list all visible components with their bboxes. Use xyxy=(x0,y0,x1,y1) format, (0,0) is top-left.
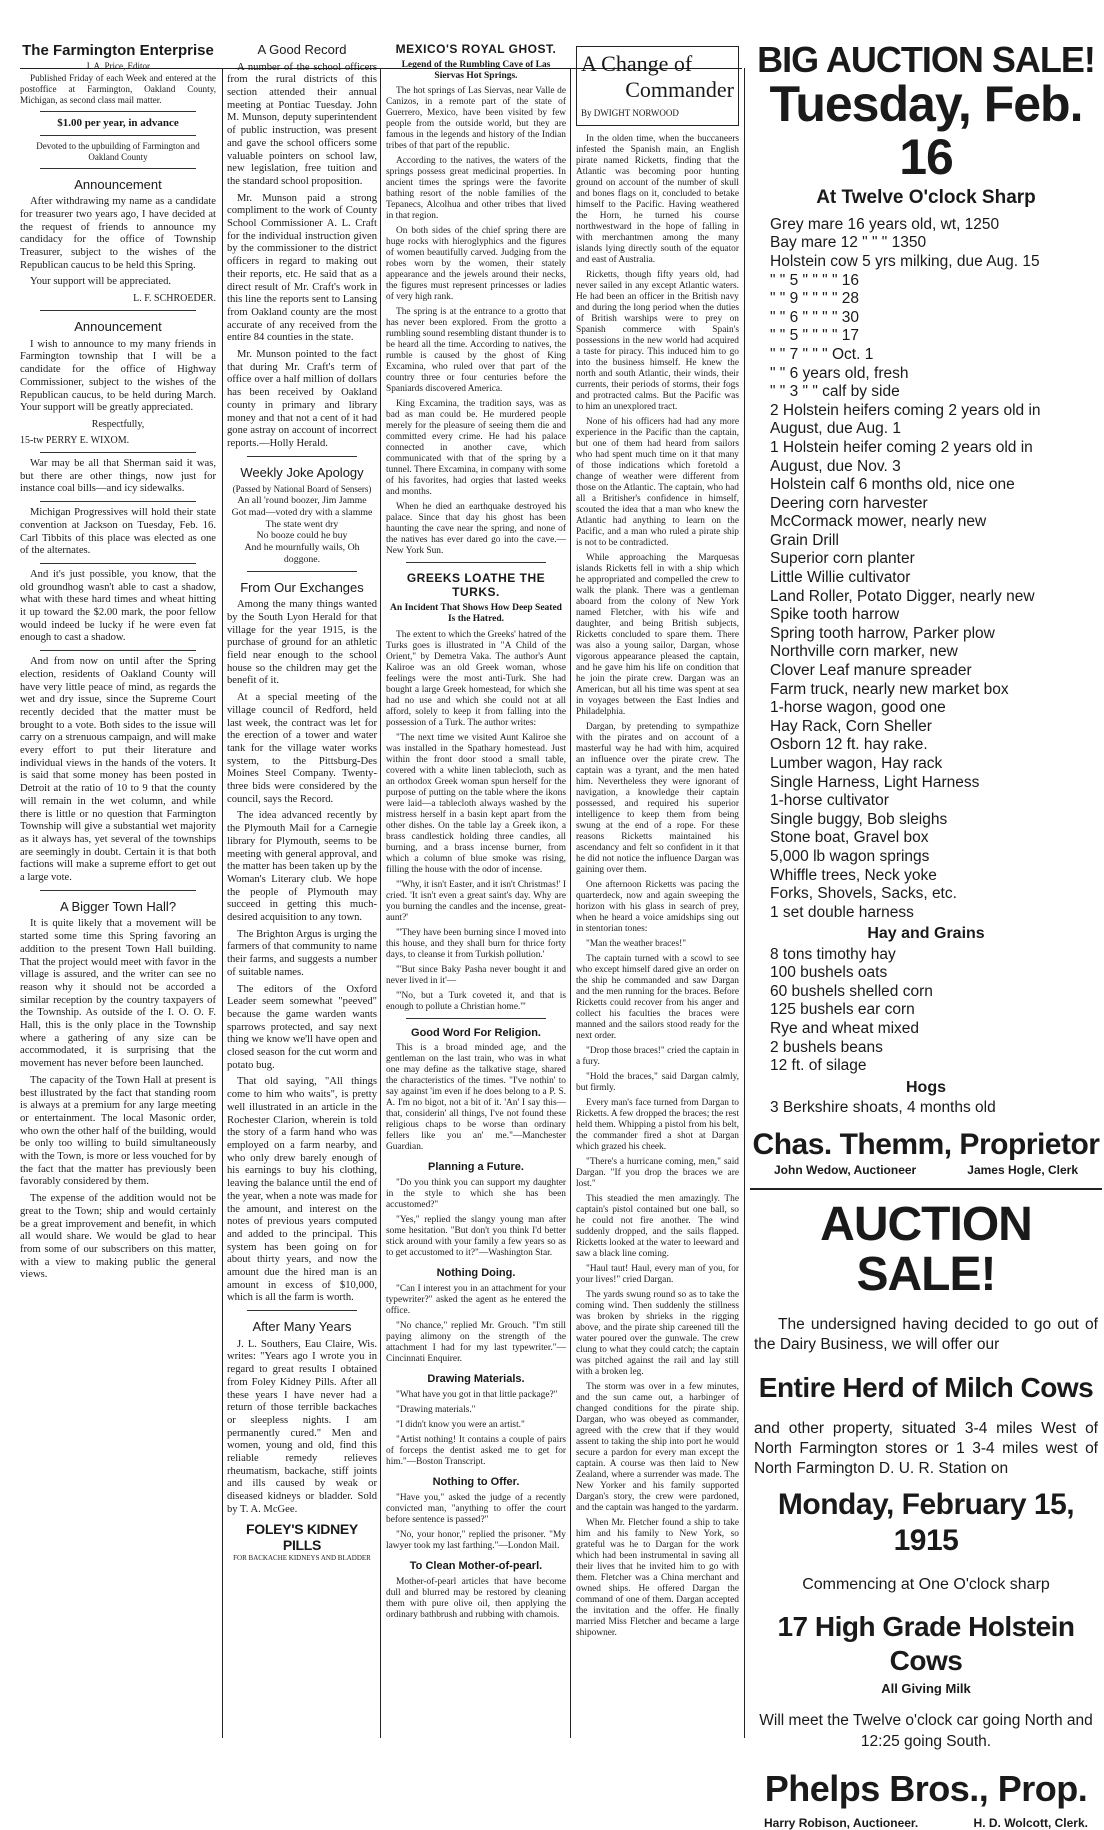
article-paragraph: The idea advanced recently by the Plymouth Mail for a Carnegie library for Plymouth, seems to be meeting with general approval, and the matter has been taken up by the Woman's Literary club. We hope the people of Plymouth may succeed in getting this much-desired acquisition to any town. xyxy=(227,810,377,924)
list-item: " " 5 " " " " 17 xyxy=(770,327,860,345)
story-paragraph: "Man the weather braces!" xyxy=(586,938,687,949)
article-paragraph: The spring is at the entrance to a grotto that has never been explored. From the grotto a rumbling sound resembling distant thunder is to be heard all the time. According to natives, the rumble is caused by the ghost of King Excamina, who ruled over that part of the country three or four centuries before the Spaniards discovered America. xyxy=(386,307,566,395)
closing: Respectfully, xyxy=(91,419,145,430)
article-heading: Announcement xyxy=(74,176,162,192)
article-paragraph: "Drawing materials." xyxy=(396,1404,476,1415)
ad-divider xyxy=(750,1188,1102,1190)
hay-grains-list xyxy=(750,946,1102,1076)
column-4 xyxy=(576,40,739,1705)
list-item: Little Willie cultivator xyxy=(770,569,911,587)
list-item: 5,000 lb wagon springs xyxy=(770,847,930,865)
story-paragraph: When Mr. Fletcher found a ship to take him and his family to New York, so grateful was he to Dargan for the work which had been instrumental in saving all their lives that he invited him to go with them. Fletcher was a China merchant and owned ships. He offered Dargan the command of one of them. Dargan accepted the invitation and the offer. He finally married Miss Fletcher and became a large shipowner. xyxy=(576,1517,739,1638)
article-paragraph: King Excamina, the tradition says, was as bad as man could be. He murdered people merely for the pleasure of seeing them die and committed every crime. He had his palace connected in another cave, which communicated with that of the spring by a tunnel. There Excamina, in company with some of his favorites, had orgies that lasted weeks and months. xyxy=(386,399,566,498)
article-paragraph: On both sides of the chief spring there are huge rocks with hieroglyphics and the figures of women beautifully carved. Judging from the robes worn by the women, their stately appearance and the jewels around their necks, the figures must represent princesses or ladies of very high rank. xyxy=(386,226,566,303)
story-paragraph: The storm was over in a few minutes, and the sun came out, a harbinger of changed conditions for the pirate ship. Dargan, who was obeyed as commander, agreed with the crew that if they would assent to taking the ship into port he would secure a pardon for every man except the captain. A course was then laid to New Zealand, where a surrender was made. The New Yorker and his family supported Dargan's story, the crew were pardoned, and the captain was hanged to the yardarm. xyxy=(576,1381,739,1513)
hay-grains-heading: Hay and Grains xyxy=(867,925,985,943)
foley-ad-tagline: FOR BACKACHE KIDNEYS AND BLADDER xyxy=(233,1554,371,1563)
divider xyxy=(40,650,196,651)
article-paragraph: According to the natives, the waters of the springs possess great medicinal properties. In ancient times the springs were the favorite bathing resort of the noble families of the Tepanecs, Alcolhua and other tribes that lived in that region. xyxy=(386,156,566,222)
list-item: Land Roller, Potato Digger, nearly new xyxy=(770,587,1035,605)
list-item: 1-horse wagon, good one xyxy=(770,699,946,717)
article-paragraph: Mr. Munson paid a strong compliment to the work of County School Commissioner A. L. Craft for the individual instruction given by the commissioner to the district officers in regard to making out their reports, etc. He said that as a direct result of Mr. Craft's work in this line the reports sent to Lansing from Oakland county are the most accurate of any received from the entire 84 counties in the state. xyxy=(227,192,377,344)
article-heading: MEXICO'S ROYAL GHOST. xyxy=(395,42,557,56)
list-item: 60 bushels shelled corn xyxy=(770,982,933,1000)
column-rule xyxy=(222,68,223,1738)
column-rule xyxy=(380,68,381,1738)
article-paragraph: War may be all that Sherman said it was, but there are other things, now just for instance coal bills—and icy sidewalks. xyxy=(20,458,216,495)
list-item: " " 3 " " calf by side xyxy=(770,383,900,401)
list-item: " " 6 " " " " 30 xyxy=(770,308,860,326)
clerk: James Hogle, Clerk xyxy=(967,1163,1078,1178)
auction2-title: AUCTION SALE! xyxy=(820,1197,1032,1302)
divider xyxy=(247,571,357,572)
list-item: Holstein calf 6 months old, nice one xyxy=(770,476,1015,494)
divider xyxy=(40,135,196,136)
divider xyxy=(40,501,196,502)
list-item: August, due Nov. 3 xyxy=(770,457,901,475)
article-paragraph: "Have you," asked the judge of a recently convicted man, "anything to offer the court before sentence is passed?" xyxy=(386,1492,566,1525)
article-heading: GREEKS LOATHE THE TURKS. xyxy=(406,571,546,600)
article-paragraph: At a special meeting of the village council of Redford, held last week, the contract was let for the erection of a tower and water tank for the village water works system, to the Pittsburg-Des Moines Steel Company. Twenty-three bids were considered by the council, says the Record. xyxy=(227,692,377,805)
list-item: Lumber wagon, Hay rack xyxy=(770,755,943,773)
article-paragraph: The editors of the Oxford Leader seem somewhat "peeved" because the game warden wants sparrows protected, and say next thing we know we'll have open and closed season for the cut worm and potato bug. xyxy=(227,983,377,1071)
column-rule xyxy=(744,68,745,1738)
auction2-proprietor: Phelps Bros., Prop. xyxy=(764,1767,1088,1809)
story-paragraph: None of his officers had had any more experience in the Pacific than the captain, but one of them had heard from sailors who had spent much time on it that many of those indications which foretold a change of weather were different from those on the Atlantic. The captain, who had all a Britisher's confidence in himself, scouted the idea that a man who knew the Atlantic had anything to learn on the Pacific, and a man who ruled a pirate ship is not to be contradicted. xyxy=(576,416,739,548)
auction2-milk: All Giving Milk xyxy=(881,1681,971,1697)
list-item: " " 9 " " " " 28 xyxy=(770,290,860,308)
story-title-box xyxy=(576,46,739,126)
editor-line: J. A. Price, Editor xyxy=(86,61,150,71)
article-paragraph: And it's just possible, you know, that the old groundhog wasn't able to cast a shadow, what with these hard times and wheat hitting it up toward the $2.00 mark, the poor fellow would indeed be lucky if he were even fat enough to cast a shadow. xyxy=(20,568,216,644)
list-item: 1-horse cultivator xyxy=(770,792,889,810)
article-paragraph: Mr. Munson pointed to the fact that during Mr. Craft's term of office over a half million of dollars has been received by Oakland county in primary and library money and that not a cent of it had gone astray on account of incorrect reports.—Holly Herald. xyxy=(227,349,377,449)
auction2-herd: Entire Herd of Milch Cows xyxy=(758,1371,1094,1403)
article-paragraph: After withdrawing my name as a candidate for treasurer two years ago, I have decided at the request of friends to announce my candidacy for the office of Township Treasurer, subject to the wishes of the Republican caucus to be held this Spring. xyxy=(20,196,216,271)
story-paragraph: One afternoon Ricketts was pacing the quarterdeck, now and again sweeping the horizon with his glass in search of prey, when he heard a voice amidships sing out in stentorian tones: xyxy=(576,879,739,934)
auction-ads-column xyxy=(750,34,1102,1830)
devoted-line: Devoted to the upbuilding of Farmington and Oakland County xyxy=(36,141,200,162)
article-heading: Good Word For Religion. xyxy=(411,1026,541,1039)
story-paragraph: While approaching the Marquesas islands Ricketts fell in with a ship which he appropriated and compelled the crew to walk the plank. There was a gentleman aboard from the colony of New York named Fletcher, with his wife and daughter, and being British subjects, Ricketts concluded to spare them. There was also a young sailor, Dargan, whose vigorous appearance pleased the captain, and he gave him his life on condition that he join the pirate crew. Dargan was an American, but all his time was spent at sea in voyages between the East Indies and Philadelphia. xyxy=(576,552,739,717)
article-paragraph: And from now on until after the Spring election, residents of Oakland County will have very little peace of mind, as regards the wet and dry issue, since the Supreme Court recently decided that the matter must be brought to a vote. Both sides to the issue will carry on a strenuous campaign, and will make every effort to put their literature and individual views in the hands of the voters. It is said that some money has been posted in Detroit at the ratio of 10 to 9 that the county will remain in the wet column, and while there is little or no question that Farmington Township will give a substantial wet majority as it always has, yet several of the townships are seemingly in doubt. Certain it is that both factions will make a supreme effort to get out a large vote. xyxy=(20,656,216,884)
divider xyxy=(40,563,196,564)
article-heading: A Bigger Town Hall? xyxy=(59,898,177,914)
divider xyxy=(40,310,196,311)
clerk: H. D. Wolcott, Clerk. xyxy=(973,1815,1088,1830)
article-heading: After Many Years xyxy=(252,1319,352,1335)
list-item: Whiffle trees, Neck yoke xyxy=(770,866,937,884)
auction-proprietor: Chas. Themm, Proprietor xyxy=(752,1128,1100,1162)
article-paragraph: "No, your honor," replied the prisoner. "My lawyer took my last farthing."—London Mail. xyxy=(386,1529,566,1551)
column-3 xyxy=(386,40,566,1705)
list-item: 100 bushels oats xyxy=(770,964,888,982)
article-subheading: Legend of the Rumbling Cave of Las Siervas Hot Springs. xyxy=(401,60,551,82)
article-paragraph: "Do you think you can support my daughter in the style to which she has been accustomed?" xyxy=(386,1178,566,1211)
auction-staff xyxy=(750,1163,1102,1177)
verse-line: Got mad—voted dry with a slamme xyxy=(231,506,373,518)
divider xyxy=(247,1310,357,1311)
auction-ad-title: BIG AUCTION SALE! xyxy=(757,39,1095,80)
list-item: 2 bushels beans xyxy=(770,1038,883,1056)
list-item: Clover Leaf manure spreader xyxy=(770,662,972,680)
list-item: Spring tooth harrow, Parker plow xyxy=(770,624,995,642)
article-paragraph: The expense of the addition would not be great to the Town; ship and would certainly be a great improvement and benefit, in which all would share. We would be glad to hear from some of our subscribers on this matter, with a view to making public the general views. xyxy=(20,1193,216,1281)
list-item: Grey mare 16 years old, wt, 1250 xyxy=(770,215,1000,233)
newspaper-page xyxy=(8,30,1100,1830)
story-paragraph: The yards swung round so as to take the coming wind. Then suddenly the stillness was broken by shrieks in the rigging above, and the pirate ship careened till the water poured over the gunwale. The crew clung to what they could catch; the captain was pitched against the rail and lay still with a broken leg. xyxy=(576,1289,739,1377)
story-byline: By DWIGHT NORWOOD xyxy=(581,108,679,119)
auction-ad-date: Tuesday, Feb. 16 xyxy=(769,76,1083,185)
article-paragraph: Among the many things wanted by the South Lyon Herald for that village for the year 1915, is the purchase of ground for an athletic field near enough to the school house so the children may get the benefit of it. xyxy=(227,599,377,687)
hogs-list xyxy=(750,1099,1102,1118)
list-item: 2 Holstein heifers coming 2 years old in xyxy=(770,401,1041,419)
list-item: 1 Holstein heifer coming 2 years old in xyxy=(770,438,1033,456)
article-paragraph: "Can I interest you in an attachment for your typewriter?" asked the agent as he entered the office. xyxy=(386,1284,566,1317)
divider xyxy=(40,452,196,453)
list-item: Osborn 12 ft. hay rake. xyxy=(770,736,928,754)
list-item: 8 tons timothy hay xyxy=(770,945,896,963)
verse-line: And he mournfully wails, Oh doggone. xyxy=(244,542,360,565)
list-item: Grain Drill xyxy=(770,531,839,549)
foley-ad-logo: FOLEY'S KIDNEY PILLS xyxy=(246,1520,358,1554)
story-paragraph: In the olden time, when the buccaneers infested the Spanish main, an English pirate named Ricketts, finding that the Atlantic was becoming poor hunting ground on account of the number of skull and bones flags on it, concluded to betake himself to the Pacific. Having weathered the Horn, he turned his course northwestward in the hope of falling in with merchantmen among the many islands lying directly south of the equator and east of Australia. xyxy=(576,133,739,265)
auctioneer: John Wedow, Auctioneer xyxy=(774,1163,917,1178)
article-paragraph: A number of the school officers from the rural districts of this section attended their annual meeting at Pontiac Tuesday. John M. Munson, deputy superintendent of public instruction, was present and gave the school officers some valuable pointers on school law, new legislation, free tuition and the standard school proposition. xyxy=(227,61,377,187)
article-paragraph: "The next time we visited Aunt Kaliroe she was installed in the Spathary homestead. Just within the front door stood a small table, covered with a white linen tablecloth, such as an orthodox Greek woman spun herself for the purpose of putting on the table where the ikons were laid—a tablecloth always washed by the mistress herself in a basin kept apart from the other dishes. On the table lay a Greek ikon, a brass candlestick holding three candles, all burning, and a brass incense burner, from which a column of blue smoke was rising, filling the house with the odor of incense. xyxy=(386,732,566,875)
list-item: 125 bushels ear corn xyxy=(770,1001,915,1019)
article-heading: To Clean Mother-of-pearl. xyxy=(409,1559,543,1572)
article-heading: Announcement xyxy=(74,319,162,335)
list-item: Bay mare 12 " " " 1350 xyxy=(770,234,927,252)
story-paragraph: This steadied the men amazingly. The captain's pistol contained but one ball, so he could not fire another. The wind suddenly dropped, and the sails flapped. Ricketts looked at the water to leeward and saw a black line coming. xyxy=(576,1193,739,1259)
article-heading: Nothing to Offer. xyxy=(432,1475,520,1488)
list-item: " " 5 " " " " 16 xyxy=(770,271,860,289)
auction2-intro: The undersigned having decided to go out of the Dairy Business, we will offer our xyxy=(754,1315,1098,1353)
article-heading: From Our Exchanges xyxy=(240,579,364,595)
auction2-date: Monday, February 15, 1915 xyxy=(777,1487,1075,1557)
article-paragraph: "'No, but a Turk coveted it, and that is enough to pollute a Christian home.'" xyxy=(386,990,566,1012)
joke-subtitle: (Passed by National Board of Sensers) xyxy=(232,484,372,495)
article-paragraph: "I didn't know you were an artist." xyxy=(396,1419,525,1430)
story-title-line-1: A Change of xyxy=(581,51,693,76)
publication-notice: Published Friday of each Week and entered at the postoffice at Farmington, Oakland County, Michigan, as second class mail matter. xyxy=(20,72,216,105)
story-paragraph: "Hold the braces," said Dargan calmly, but firmly. xyxy=(576,1071,739,1093)
article-paragraph: "What have you got in that little package?" xyxy=(396,1389,558,1400)
story-paragraph: "There's a hurricane coming, men," said Dargan. "If you drop the braces we are lost." xyxy=(576,1156,739,1189)
auction2-location: and other property, situated 3-4 miles West of North Farmington stores or 1 3-4 miles west of North Farmington D. U. R. Station on xyxy=(754,1419,1098,1477)
story-paragraph: Ricketts, though fifty years old, had never sailed in any except Atlantic waters. He had been an officer in the British navy and during the long period when the duties of British warships were to prey on Spanish commerce with Spain's possessions in the new world had acquired a taste for piracy. This induced him to go into the business himself. He knew the north and south Atlantic, their winds, their currents, their periods of storms, their fogs and protracted calms. But the Pacific was to him an unexplored tract. xyxy=(576,269,739,412)
signature: L. F. SCHROEDER. xyxy=(133,293,216,305)
hogs-heading: Hogs xyxy=(906,1078,946,1096)
list-item: Farm truck, nearly new market box xyxy=(770,680,1009,698)
divider xyxy=(40,890,196,891)
divider xyxy=(40,168,196,169)
article-paragraph: Your support will be appreciated. xyxy=(30,276,172,288)
list-item: 1 set double harness xyxy=(770,903,914,921)
article-paragraph: The extent to which the Greeks' hatred of the Turks goes is illustrated in "A Child of the Orient," by Demetra Vaka. The author's Aunt Kaliroe was an old Greek woman, whose feelings were the most anti-Turk. She had bought a large Greek homestead, for which she had no use and which she could not at all afford, solely to keep it from falling into the possession of a Turk. The author writes: xyxy=(386,629,566,728)
story-paragraph: Dargan, by pretending to sympathize with the pirates and on account of a masterful way he had with him, acquired an influence over the pirate crew. The captain was a tyrant, and the men hated him. Nevertheless they were ignorant of navigation, a knowledge their captain possessed, and required his superior intelligence to keep them from being swung at the end of a rope. For these reasons Ricketts maintained his ascendancy and felt so confident in it that he did not notice the influence Dargan was gaining over them. xyxy=(576,721,739,875)
article-paragraph: The capacity of the Town Hall at present is best illustrated by the fact that standing room is always at a premium for any large meeting or entertainment. The local Masonic order, who own the other half of the building, would be only too willing to build simultaneously with the Town, is more or less vouched for by the fact that the matter has previously been favorably considered by them. xyxy=(20,1074,216,1188)
list-item: " " 7 " " " Oct. 1 xyxy=(770,345,874,363)
article-paragraph: Mother-of-pearl articles that have become dull and blurred may be restored by cleaning them with pure olive oil, then applying the ordinary bathbrush and rubbing with chamois. xyxy=(386,1576,566,1620)
article-paragraph: J. L. Southers, Eau Claire, Wis. writes: "Years ago I wrote you in regard to great results I obtained from Foley Kidney Pills. After all these years I have never had a return of those terrible backaches or sleepless nights. I am permanently cured." Men and women, young and old, find this reliable remedy relieves rheumatism, backache, stiff joints and ills caused by weak or diseased kidneys or bladder. Sold by T. A. McGee. xyxy=(227,1338,377,1515)
list-item: Holstein cow 5 yrs milking, due Aug. 15 xyxy=(770,252,1040,270)
divider xyxy=(40,111,196,112)
masthead: The Farmington Enterprise xyxy=(22,42,214,59)
article-paragraph: This is a broad minded age, and the gentleman on the last train, who was in what one may define as the talkative stage, shared the characteristics of the times. "I've nothin' to say against 'im even if he does belong to a P. S. A. I'm no bigot, not a bit of it. 'An' I say this—that, considerin' all things, I've not found these religious chaps to be worse than ordinary fellers like you an' me."—Manchester Guardian. xyxy=(386,1043,566,1153)
article-heading: Drawing Materials. xyxy=(427,1373,525,1386)
article-subheading: An Incident That Shows How Deep Seated Is the Hatred. xyxy=(390,603,562,625)
article-paragraph: "Yes," replied the slangy young man after some hesitation. "But don't you think I'd better stick around with your family a few years so as to get accustomed to it?"—Washington Star. xyxy=(386,1215,566,1259)
article-heading: Planning a Future. xyxy=(428,1161,524,1174)
article-paragraph: The Brighton Argus is urging the farmers of that community to name their farms, and suggests a number of suitable names. xyxy=(227,928,377,978)
auction2-staff xyxy=(750,1816,1102,1830)
list-item: 3 Berkshire shoats, 4 months old xyxy=(770,1098,996,1116)
subscription-price: $1.00 per year, in advance xyxy=(57,116,179,129)
divider xyxy=(406,1018,546,1019)
story-paragraph: Every man's face turned from Dargan to Ricketts. A few dropped the braces; the rest held them. Whipping a pistol from his belt, the commander fired a shot at Dargan which grazed his cheek. xyxy=(576,1097,739,1152)
list-item: McCormack mower, nearly new xyxy=(770,513,987,531)
list-item: Hay Rack, Corn Sheller xyxy=(770,717,932,735)
list-item: Superior corn planter xyxy=(770,550,915,568)
divider xyxy=(247,456,357,457)
story-paragraph: "Haul taut! Haul, every man of you, for your lives!" cried Dargan. xyxy=(576,1263,739,1285)
auctioneer: Harry Robison, Auctioneer. xyxy=(764,1815,919,1830)
column-1 xyxy=(20,40,216,1705)
divider xyxy=(406,562,546,563)
article-paragraph: It is quite likely that a movement will be started some time this Spring favoring an addition to the present Town Hall building. That the project would meet with favor in the village is assured, and the writer can see no reason why it should not be accorded a similar reception by the country taxpayers of the Township. As outside of the I. O. O. F. Hall, this is the only place in the Township where a gathering of any size can be accommodated, it is surprising that the movement has never before been launched. xyxy=(20,918,216,1070)
list-item: Single buggy, Bob sleighs xyxy=(770,810,948,828)
article-paragraph: "'They have been burning since I moved into this house, and they shall burn for thrice forty days, to cleanse it from Turkish pollution.' xyxy=(386,927,566,960)
list-item: Single Harness, Light Harness xyxy=(770,773,980,791)
auction2-time: Commencing at One O'clock sharp xyxy=(802,1575,1050,1593)
verse-line: No booze could he buy xyxy=(256,530,348,542)
article-paragraph: Michigan Progressives will hold their state convention at Jackson on Tuesday, Feb. 16. Carl Tibbits of this place was elected as one of the alternates. xyxy=(20,507,216,557)
article-paragraph: "No chance," replied Mr. Grouch. "I'm still paying alimony on the strength of the attachment I had for my last typewriter."—Cincinnati Enquirer. xyxy=(386,1321,566,1365)
article-heading: Weekly Joke Apology xyxy=(240,464,364,480)
article-paragraph: The hot springs of Las Siervas, near Valle de Canizos, in a remote part of the state of Guerrero, Mexico, have been visited by few people from the outside world, but they are famous in the legends and history of the Indian tribes of that part of the republic. xyxy=(386,86,566,152)
story-title-line-2: Commander xyxy=(625,76,734,102)
verse-line: The state went dry xyxy=(265,518,339,530)
signature: 15-tw PERRY E. WIXOM. xyxy=(20,435,130,446)
list-item: Stone boat, Gravel box xyxy=(770,829,929,847)
article-paragraph: That old saying, "All things come to him who waits", is pretty well illustrated in an article in the Rochester Clarion, wherein is told the story of a farm hand who was employed on a farm nearby, and who only drew barely enough of his earnings to buy his clothing, leaving the balance until the end of the year, when a note was made for the amount, and interest on the notes of previous years computed and added to the principal. This system has been going on for about thirty years, and now the amount due the hired man is an amount in excess of $10,000, which is all the farm is worth. xyxy=(227,1076,377,1304)
article-paragraph: "'Why, it isn't Easter, and it isn't Christmas!' I cried. 'It isn't even a great saint's day. Why are you burning the candles and the incense, great-aunt?' xyxy=(386,879,566,923)
article-paragraph: "Artist nothing! It contains a couple of pairs of forceps the dentist asked me to get for him."—Boston Transcript. xyxy=(386,1434,566,1467)
auction-ad-time: At Twelve O'clock Sharp xyxy=(816,187,1036,208)
auction2-transport: Will meet the Twelve o'clock car going North and 12:25 going South. xyxy=(759,1711,1093,1750)
auction2-cows: 17 High Grade Holstein Cows xyxy=(777,1611,1075,1676)
article-heading: Nothing Doing. xyxy=(436,1267,516,1280)
list-item: Forks, Shovels, Sacks, etc. xyxy=(770,885,957,903)
list-item: Spike tooth harrow xyxy=(770,606,900,624)
list-item: Deering corn harvester xyxy=(770,494,928,512)
column-2 xyxy=(227,40,377,1705)
story-paragraph: "Drop those braces!" cried the captain in a fury. xyxy=(576,1045,739,1067)
verse-line: An all 'round boozer, Jim Jamme xyxy=(237,495,367,507)
article-paragraph: I wish to announce to my many friends in Farmington township that I will be a candidate for the office of Highway Commissioner, subject to the wishes of the Republican caucus, to be held during March. Your support will be greatly appreciated. xyxy=(20,338,216,414)
list-item: August, due Aug. 1 xyxy=(770,420,901,438)
list-item: " " 6 years old, fresh xyxy=(770,364,909,382)
auction-item-list xyxy=(750,216,1102,923)
story-paragraph: The captain turned with a scowl to see who except himself dared give an order on the ship he commanded and saw Dargan and the men running for the braces. Before Ricketts could recover from his anger and collect his faculties the braces were manned and the sailors stood ready for the next order. xyxy=(576,953,739,1041)
column-rule xyxy=(570,68,571,1738)
article-paragraph: When he died an earthquake destroyed his palace. Since that day his ghost has been haunting the cave near the spring, and none of the natives has ever dared go into the cave.—New York Sun. xyxy=(386,502,566,557)
article-heading: A Good Record xyxy=(257,42,347,57)
list-item: Rye and wheat mixed xyxy=(770,1019,920,1037)
list-item: 12 ft. of silage xyxy=(770,1057,867,1075)
article-paragraph: "'But since Baky Pasha never bought it and never lived in it'— xyxy=(386,964,566,986)
list-item: Northville corn marker, new xyxy=(770,643,958,661)
